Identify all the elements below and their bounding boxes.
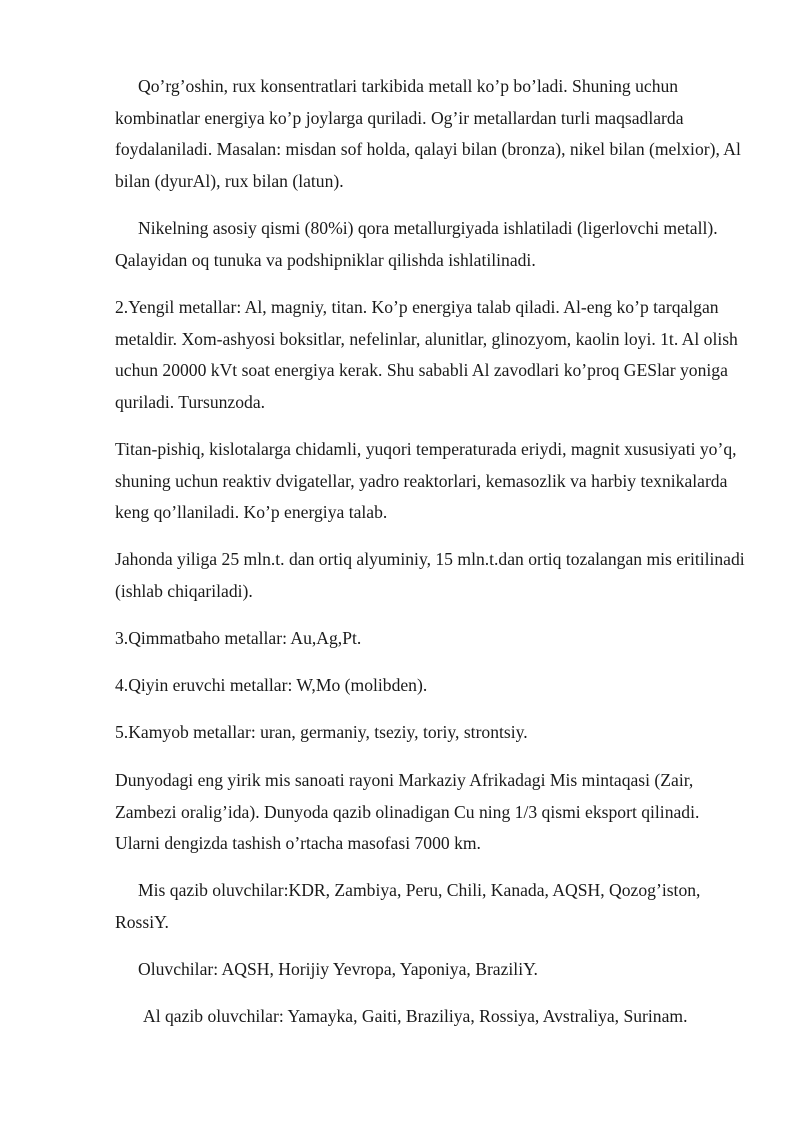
paragraph-refractory-metals: 4.Qiyin eruvchi metallar: W,Mo (molibden). (115, 675, 428, 695)
paragraph-copper-region: Dunyodagi eng yirik mis sanoati rayoni Markaziy Afrikadagi Mis mintaqasi (Zair, Zambezi oralig’ida). Dunyoda qazib olinadigan Cu ning 1/3 qismi eksport qilinadi. Ularni dengizda tashish o’rtacha masofasi 7000 km. (115, 770, 700, 853)
paragraph-copper-miners: Mis qazib oluvchilar:KDR, Zambiya, Peru, Chili, Kanada, AQSH, Qozog’iston, RossiY. (115, 880, 701, 932)
paragraph-precious-metals: 3.Qimmatbaho metallar: Au,Ag,Pt. (115, 628, 362, 648)
paragraph-nickel-tin: Nikelning asosiy qismi (80%i) qora metallurgiyada ishlatiladi (ligerlovchi metall). Qalayidan oq tunuka va podshipniklar qilishda ishlatilinadi. (115, 218, 718, 270)
paragraph-buyers: Oluvchilar: AQSH, Horijiy Yevropa, Yaponiya, BraziliY. (138, 959, 538, 979)
paragraph-titanium: Titan-pishiq, kislotalarga chidamli, yuqori temperaturada eriydi, magnit xususiyati yo’q, shuning uchun reaktiv dvigatellar, yadro reaktorlari, kemasozlik va harbiy texnikalarda keng qo’llaniladi. Ko’p energiya talab. (115, 439, 737, 522)
paragraph-rare-metals: 5.Kamyob metallar: uran, germaniy, tseziy, toriy, strontsiy. (115, 722, 528, 742)
paragraph-light-metals: 2.Yengil metallar: Al, magniy, titan. Ko’p energiya talab qiladi. Al-eng ko’p tarqalgan metaldir. Xom-ashyosi boksitlar, nefelinlar, alunitlar, glinozyom, kaolin loyi. 1t. Al olish uchun 20000 kVt soat energiya kerak. Shu sababli Al zavodlari ko’proq GESlar yoniga quriladi. Tursunzoda. (115, 297, 738, 412)
paragraph-heavy-metals-usage: Qo’rg’oshin, rux konsentratlari tarkibida metall ko’p bo’ladi. Shuning uchun kombinatlar energiya ko’p joylarga quriladi. Og’ir metallardan turli maqsadlarda foydalaniladi. Masalan: misdan sof holda, qalayi bilan (bronza), nikel bilan (melxior), Al bilan (dyurAl), rux bilan (latun). (115, 76, 741, 191)
paragraph-world-production: Jahonda yiliga 25 mln.t. dan ortiq alyuminiy, 15 mln.t.dan ortiq tozalangan mis eritilinadi (ishlab chiqariladi). (115, 549, 745, 601)
paragraph-aluminium-miners: Al qazib oluvchilar: Yamayka, Gaiti, Braziliya, Rossiya, Avstraliya, Surinam. (143, 1006, 688, 1026)
